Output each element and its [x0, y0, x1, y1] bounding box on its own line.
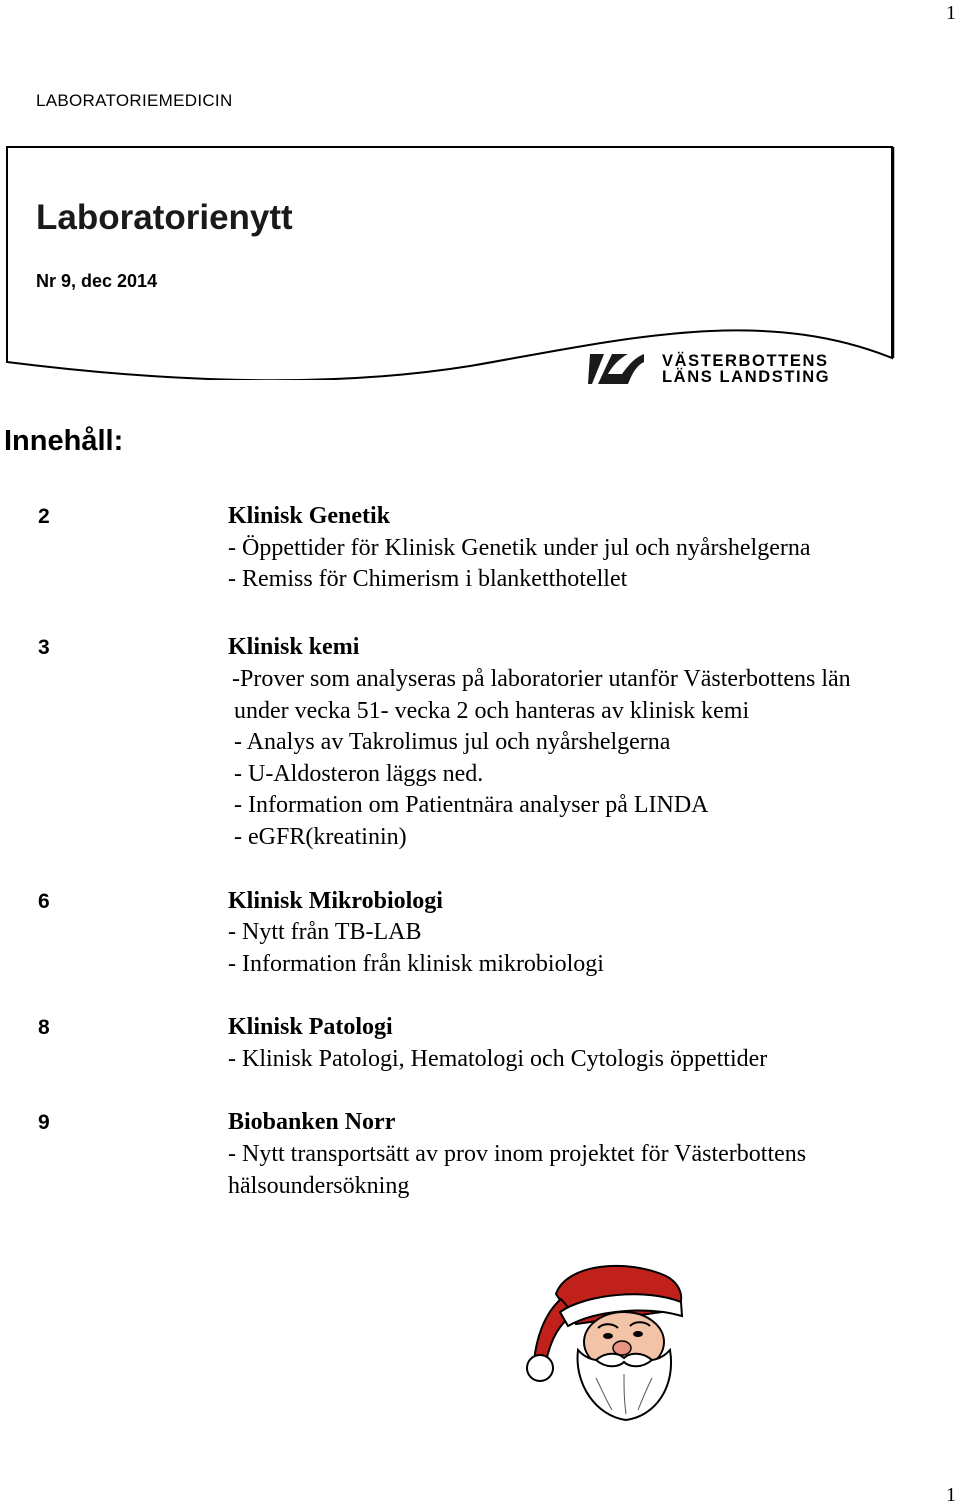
toc-section-line: hälsoundersökning — [228, 1173, 410, 1199]
page-number-top: 1 — [946, 2, 956, 24]
toc-section-line: - Nytt transportsätt av prov inom projektet för Västerbottens — [228, 1141, 807, 1167]
logo-text — [662, 353, 830, 385]
toc-section-line: - Information om Patientnära analyser på LINDA — [234, 792, 709, 818]
toc-section-title: Klinisk Patologi — [228, 1014, 393, 1040]
toc-page-number: 9 — [38, 1111, 50, 1134]
toc-section-line: - Analys av Takrolimus jul och nyårshelgerna — [234, 729, 671, 755]
toc-page-number: 6 — [38, 890, 50, 913]
toc-section-title: Klinisk Genetik — [228, 503, 391, 529]
santa-claus-icon — [516, 1254, 706, 1424]
page-number-bottom: 1 — [946, 1484, 956, 1506]
title-banner-frame — [0, 140, 900, 380]
toc-page-number: 8 — [38, 1016, 50, 1039]
vll-logo-icon — [588, 352, 646, 386]
toc-section-line: - eGFR(kreatinin) — [234, 824, 407, 850]
logo-line-1: VÄSTERBOTTENS — [662, 352, 829, 370]
logo-line-2: LÄNS LANDSTING — [662, 368, 831, 386]
landsting-logo — [588, 352, 830, 386]
toc-section-title: Klinisk kemi — [228, 634, 360, 660]
department-label: LABORATORIEMEDICIN — [36, 91, 233, 110]
toc-section-title: Klinisk Mikrobiologi — [228, 888, 443, 914]
toc-section-line: - Öppettider för Klinisk Genetik under jul och nyårshelgerna — [228, 535, 811, 561]
issue-number: Nr 9, dec 2014 — [36, 271, 158, 291]
newsletter-title: Laboratorienytt — [36, 198, 293, 237]
toc-section-line: -Prover som analyseras på laboratorier utanför Västerbottens län — [232, 666, 851, 692]
toc-section-line: - U-Aldosteron läggs ned. — [234, 761, 484, 787]
toc-heading: Innehåll: — [4, 425, 124, 457]
toc-section-line: under vecka 51- vecka 2 och hanteras av klinisk kemi — [234, 698, 750, 724]
toc-page-number: 3 — [38, 636, 50, 659]
toc-section-title: Biobanken Norr — [228, 1109, 396, 1135]
toc-section-line: - Information från klinisk mikrobiologi — [228, 951, 604, 977]
toc-page-number: 2 — [38, 505, 50, 528]
toc-section-line: - Nytt från TB-LAB — [228, 919, 422, 945]
toc-section-line: - Remiss för Chimerism i blanketthotellet — [228, 566, 628, 592]
toc-section-line: - Klinisk Patologi, Hematologi och Cytologis öppettider — [228, 1046, 768, 1072]
